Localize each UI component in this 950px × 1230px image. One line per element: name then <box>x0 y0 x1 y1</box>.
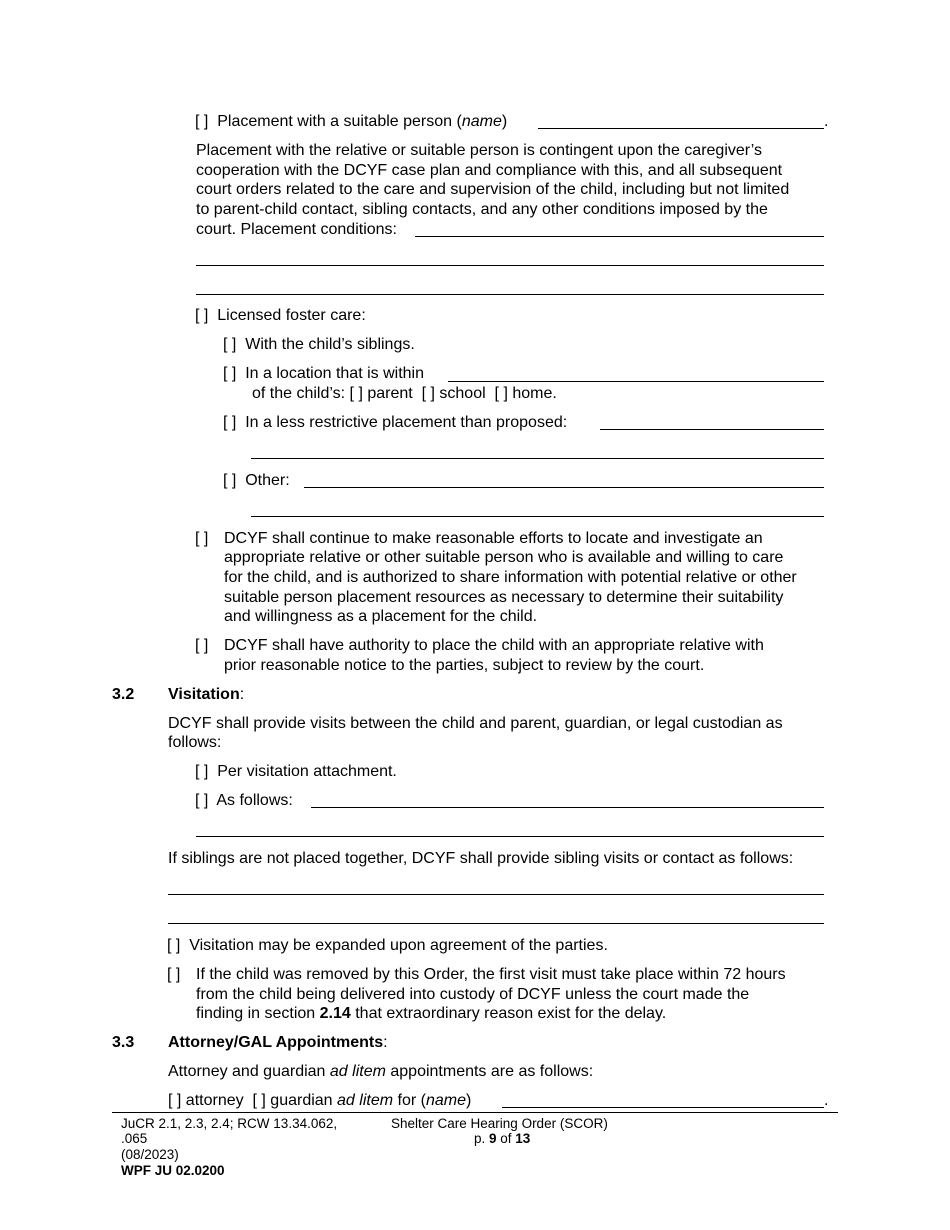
checkbox[interactable]: [ ] <box>195 530 209 547</box>
dcyf-efforts-line: DCYF shall continue to make reasonable efforts to locate and investigate an <box>224 530 763 547</box>
section-heading-attorney <box>168 1033 388 1053</box>
sibling-visits-field[interactable] <box>168 894 824 895</box>
per-attachment-label: Per visitation attachment. <box>217 763 397 780</box>
footer-form-id: WPF JU 02.0200 <box>121 1163 225 1178</box>
of-child-line <box>252 384 557 404</box>
ad-litem-text: ad litem <box>329 1063 386 1080</box>
child-name-field[interactable] <box>502 1107 824 1108</box>
footer-title: Shelter Care Hearing Order (SCOR) <box>391 1116 608 1131</box>
checkbox[interactable]: [ ] <box>223 365 237 382</box>
less-restrictive-label: In a less restrictive placement than proposed: <box>245 414 568 431</box>
attorney-label: attorney <box>185 1092 244 1109</box>
section-number: 3.2 <box>112 686 135 703</box>
expanded-option <box>167 936 608 956</box>
checkbox[interactable]: [ ] <box>223 414 237 431</box>
other-label: Other: <box>245 472 290 489</box>
ad-litem-text: ad litem <box>337 1092 394 1109</box>
foster-care-label: Licensed foster care: <box>217 307 366 324</box>
siblings-visit-text: If siblings are not placed together, DCYF shall provide sibling visits or contact as follows: <box>168 850 794 867</box>
period: . <box>824 113 829 130</box>
as-follows-field[interactable] <box>311 807 824 808</box>
section-reference: 2.14 <box>319 1005 351 1022</box>
intro-text: Attorney and guardian <box>168 1063 330 1080</box>
for-label: for ( <box>397 1092 426 1109</box>
suitable-person-line <box>195 112 507 132</box>
intro-text: appointments are as follows: <box>385 1063 594 1080</box>
as-follows-field[interactable] <box>196 836 824 837</box>
page-current: 9 <box>489 1131 497 1146</box>
name-word: name <box>461 113 502 130</box>
checkbox[interactable]: [ ] <box>349 385 363 402</box>
school-label: school <box>439 385 486 402</box>
location-label: In a location that is within <box>245 365 424 382</box>
attorney-line <box>168 1091 471 1111</box>
placement-para-line: court orders related to the care and supervision of the child, including but not limited <box>196 181 790 198</box>
location-option <box>223 364 424 384</box>
dcyf-efforts-line: suitable person placement resources as necessary to determine their suitability <box>224 589 784 606</box>
as-follows-label: As follows: <box>216 792 293 809</box>
checkbox[interactable]: [ ] <box>223 472 237 489</box>
dcyf-efforts-line: appropriate relative or other suitable person who is available and willing to care <box>224 549 784 566</box>
page-of: of <box>496 1131 516 1146</box>
siblings-option <box>223 335 415 355</box>
other-option <box>223 471 290 491</box>
sibling-visits-field[interactable] <box>168 923 824 924</box>
less-restrictive-option <box>223 413 567 433</box>
of-child-label: of the child’s: <box>252 385 346 402</box>
close-paren: ) <box>466 1092 472 1109</box>
checkbox[interactable]: [ ] <box>195 792 209 809</box>
dcyf-authority-line: prior reasonable notice to the parties, subject to review by the court. <box>224 657 705 674</box>
page-total: 13 <box>515 1131 531 1146</box>
footer-divider <box>112 1112 838 1113</box>
placement-para-line: Placement with the relative or suitable person is contingent upon the caregiver’s <box>196 142 762 159</box>
checkbox[interactable]: [ ] <box>223 336 237 353</box>
less-restrictive-field[interactable] <box>600 429 824 430</box>
name-word: name <box>425 1092 466 1109</box>
footer-rule-ref: JuCR 2.1, 2.3, 2.4; RCW 13.34.062, <box>121 1116 338 1131</box>
checkbox[interactable]: [ ] <box>195 763 209 780</box>
dcyf-authority-line: DCYF shall have authority to place the child with an appropriate relative with <box>224 637 764 654</box>
dcyf-efforts-line: and willingness as a placement for the child. <box>224 608 538 625</box>
placement-conditions-field[interactable] <box>415 236 824 237</box>
checkbox[interactable]: [ ] <box>167 937 181 954</box>
parent-label: parent <box>367 385 413 402</box>
removed-line <box>196 1004 666 1024</box>
checkbox[interactable]: [ ] <box>195 113 209 130</box>
colon: : <box>383 1034 388 1051</box>
guardian-label: guardian <box>270 1092 333 1109</box>
location-distance-field[interactable] <box>448 381 824 382</box>
period: . <box>824 1092 829 1109</box>
placement-para-line: to parent-child contact, sibling contacts, and any other conditions imposed by the <box>196 201 768 218</box>
section-number: 3.3 <box>112 1034 135 1051</box>
attorney-intro <box>168 1062 593 1082</box>
checkbox[interactable]: [ ] <box>252 1092 266 1109</box>
checkbox[interactable]: [ ] <box>195 637 209 654</box>
section-title: Attorney/GAL Appointments <box>168 1034 384 1051</box>
checkbox[interactable]: [ ] <box>494 385 508 402</box>
per-attachment-option <box>195 762 397 782</box>
section-title: Visitation <box>168 686 240 703</box>
footer-rule-ref: .065 <box>121 1131 148 1146</box>
suitable-person-label: Placement with a suitable person ( <box>217 113 462 130</box>
checkbox[interactable]: [ ] <box>167 966 181 983</box>
removed-text: that extraordinary reason exist for the delay. <box>350 1005 667 1022</box>
visitation-intro-line: follows: <box>168 734 222 751</box>
placement-conditions-field[interactable] <box>196 265 824 266</box>
page-number <box>474 1131 530 1146</box>
removed-line: If the child was removed by this Order, the first visit must take place within 72 hours <box>196 966 786 983</box>
removed-line: from the child being delivered into custody of DCYF unless the court made the <box>196 986 750 1003</box>
other-field[interactable] <box>304 487 824 488</box>
section-heading-visitation <box>168 685 244 705</box>
checkbox[interactable]: [ ] <box>168 1092 182 1109</box>
page-prefix: p. <box>474 1131 490 1146</box>
expanded-label: Visitation may be expanded upon agreement of the parties. <box>189 937 608 954</box>
dcyf-efforts-line: for the child, and is authorized to share information with potential relative or other <box>224 569 797 586</box>
suitable-person-name-field[interactable] <box>538 128 824 129</box>
placement-conditions-field[interactable] <box>196 294 824 295</box>
siblings-label: With the child’s siblings. <box>245 336 415 353</box>
less-restrictive-field[interactable] <box>251 458 824 459</box>
visitation-intro-line: DCYF shall provide visits between the child and parent, guardian, or legal custodian as <box>168 715 783 732</box>
as-follows-option <box>195 791 293 811</box>
checkbox[interactable]: [ ] <box>421 385 435 402</box>
checkbox[interactable]: [ ] <box>195 307 209 324</box>
footer-date: (08/2023) <box>121 1147 179 1162</box>
other-field[interactable] <box>251 516 824 517</box>
close-paren: ) <box>501 113 508 130</box>
home-label: home. <box>512 385 557 402</box>
placement-para-line: court. Placement conditions: <box>196 221 397 238</box>
placement-para-line: cooperation with the DCYF case plan and compliance with this, and all subsequent <box>196 162 783 179</box>
foster-care-line <box>195 306 366 326</box>
removed-text: finding in section <box>196 1005 320 1022</box>
colon: : <box>239 686 245 703</box>
